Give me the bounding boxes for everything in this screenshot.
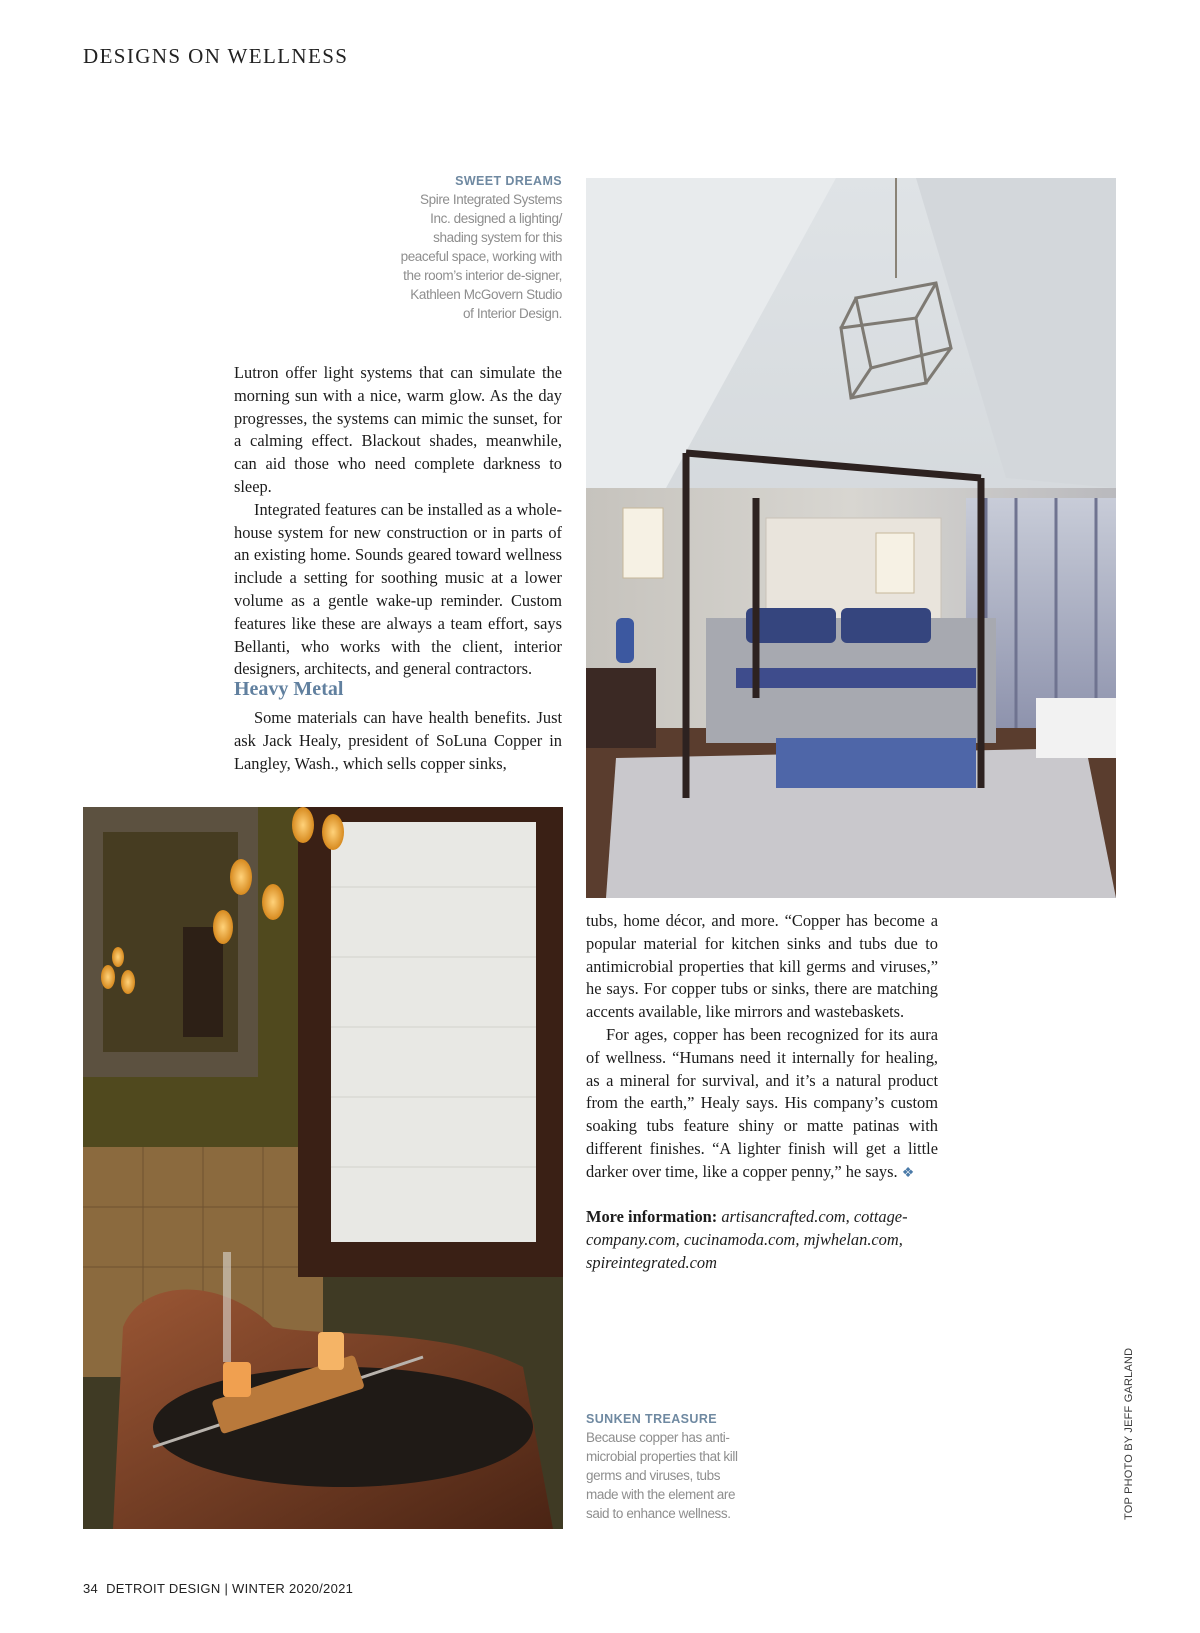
caption-title: SUNKEN TREASURE — [586, 1412, 718, 1426]
more-information — [586, 1206, 938, 1274]
more-info-label: More information: — [586, 1207, 718, 1226]
section-heading: DESIGNS ON WELLNESS — [83, 44, 349, 68]
bedroom-photo — [586, 178, 1116, 898]
caption-sunken-treasure — [586, 1412, 746, 1523]
paragraph: Lutron offer light systems that can simulate the morning sun with a nice, warm glow. As the day progresses, the systems can mimic the sunset, for a calming effect. Blackout shades, meanwhile, can aid those who need complete darkness to sleep. — [234, 363, 562, 496]
subheading-heavy-metal: Heavy Metal — [234, 678, 344, 700]
paragraph-text: For ages, copper has been recognized for its aura of wellness. “Humans need it internally for healing, as a mineral for survival, and it’s a natural product from the earth,” Healy says. His company’s custom soaking tubs feature shiny or matte patinas with different finishes. “A lighter finish will get a little darker over time, like a copper penny,” he says. — [586, 1024, 938, 1181]
caption-text: Spire Integrated Systems Inc. designed a lighting/ shading system for this peaceful space, working with the room’s interior de-signer, Kathleen McGovern Studio of Interior Design. — [400, 192, 562, 321]
page-number: 34 — [83, 1581, 99, 1596]
paragraph: Some materials can have health benefits. Just ask Jack Healy, president of SoLuna Copper in Langley, Wash., which sells copper sinks, — [234, 708, 562, 773]
article-column-1-continued — [234, 707, 562, 775]
caption-text: Because copper has anti-microbial properties that kill germs and viruses, tubs made with the element are said to enhance wellness. — [586, 1430, 738, 1521]
caption-title: SWEET DREAMS — [455, 174, 562, 188]
paragraph: tubs, home décor, and more. “Copper has become a popular material for kitchen sinks and tubs due to antimicrobial properties that kill germs and viruses,” he says. For copper tubs or sinks, there are matching accents available, like mirrors and wastebaskets. — [586, 911, 938, 1022]
paragraph-with-end-mark — [586, 1024, 938, 1186]
page-footer — [83, 1581, 353, 1596]
article-column-2 — [586, 910, 938, 1186]
copper-tub-photo — [83, 807, 563, 1529]
publication-name: DETROIT DESIGN | WINTER 2020/2021 — [106, 1581, 354, 1596]
article-column-1 — [234, 362, 562, 681]
end-of-article-icon: ❖ — [901, 1165, 915, 1181]
photo-credit: TOP PHOTO BY JEFF GARLAND — [1123, 1347, 1135, 1520]
more-info-links: artisancrafted.com, cottage-company.com, cucinamoda.com, mjwhelan.com, spireintegrated.com — [586, 1207, 908, 1272]
caption-sweet-dreams — [400, 174, 562, 323]
paragraph: Integrated features can be installed as a whole-house system for new construction or in parts of an existing home. Sounds geared toward wellness include a setting for soothing music at a lower volume as a gentle wake-up reminder. Custom features like these are always a team effort, says Bellanti, who works with the client, interior designers, architects, and general contractors. — [234, 499, 562, 679]
